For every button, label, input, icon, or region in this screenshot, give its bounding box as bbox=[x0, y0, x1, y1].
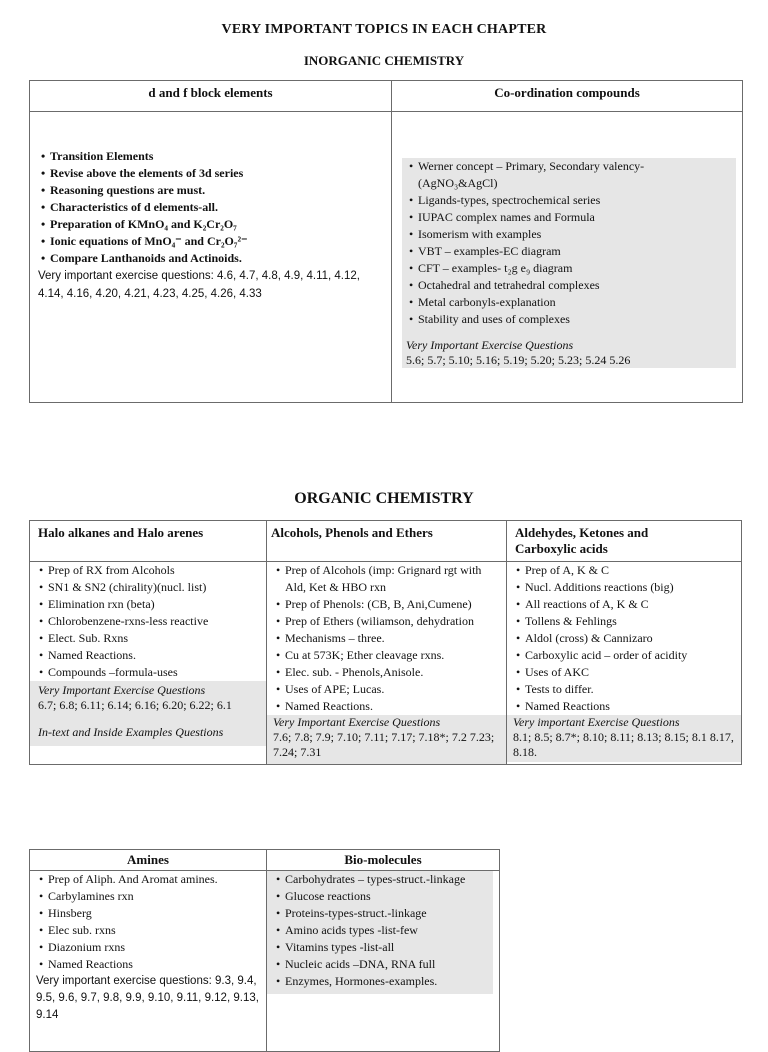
list-item: • Tollens & Fehlings bbox=[513, 613, 741, 630]
d-f-block-cell bbox=[30, 112, 392, 403]
amines-cell bbox=[30, 871, 267, 1052]
coordination-cell bbox=[392, 112, 743, 403]
list-item: • Proteins-types-struct.-linkage bbox=[273, 905, 493, 922]
exercise-label: Very Important Exercise Questions bbox=[406, 338, 574, 352]
coordination-list bbox=[406, 158, 736, 328]
list-item: • Aldol (cross) & Cannizaro bbox=[513, 630, 741, 647]
organic-table bbox=[29, 520, 742, 765]
amines-biomolecules-table bbox=[29, 849, 500, 1052]
list-item: • Enzymes, Hormones-examples. bbox=[273, 973, 493, 990]
list-item: • All reactions of A, K & C bbox=[513, 596, 741, 613]
amines-title: Amines bbox=[127, 852, 169, 867]
list-item: • Vitamins types -list-all bbox=[273, 939, 493, 956]
halo-title: Halo alkanes and Halo arenes bbox=[38, 525, 204, 540]
aldehydes-cell bbox=[507, 562, 742, 765]
exercise-list: 7.6; 7.8; 7.9; 7.10; 7.11; 7.17; 7.18*; 7.2 7.23; 7.24; 7.31 bbox=[273, 730, 495, 759]
halo-exercise-block bbox=[30, 681, 266, 746]
list-item: • Ionic equations of MnO₄⁻ and Cr₂O₇²⁻ bbox=[38, 233, 391, 250]
list-item: • Glucose reactions bbox=[273, 888, 493, 905]
d-f-block-exercises bbox=[38, 267, 383, 303]
biomolecules-list bbox=[273, 871, 493, 990]
list-item: • Cu at 573K; Ether cleavage rxns. bbox=[273, 647, 506, 664]
list-item: • Named Reactions bbox=[36, 956, 266, 973]
exercise-list: 9.3, 9.4, 9.5, 9.6, 9.7, 9.8, 9.9, 9.10, 9.11, 9.12, 9.13, 9.14 bbox=[36, 975, 259, 1021]
list-item: • Mechanisms – three. bbox=[273, 630, 506, 647]
biomolecules-cell bbox=[267, 871, 500, 1052]
aldehydes-list bbox=[513, 562, 741, 715]
alcohols-title: Alcohols, Phenols and Ethers bbox=[271, 525, 433, 540]
list-item: • Elec sub. rxns bbox=[36, 922, 266, 939]
list-item: • Hinsberg bbox=[36, 905, 266, 922]
list-item: • Amino acids types -list-few bbox=[273, 922, 493, 939]
biomolecules-shaded-area bbox=[267, 871, 493, 994]
list-item: • Carboxylic acid – order of acidity bbox=[513, 647, 741, 664]
halo-cell bbox=[30, 562, 267, 765]
exercise-label: Very Important Exercise Questions bbox=[38, 683, 206, 697]
list-item: • Chlorobenzene-rxns-less reactive bbox=[36, 613, 266, 630]
exercise-list: 8.1; 8.5; 8.7*; 8.10; 8.11; 8.13; 8.15; 8.1 8.17, 8.18. bbox=[513, 730, 734, 759]
list-item: • Uses of APE; Lucas. bbox=[273, 681, 506, 698]
list-item: • Prep of Phenols: (CB, B, Ani,Cumene) bbox=[273, 596, 506, 613]
list-item: • VBT – examples-EC diagram bbox=[406, 243, 736, 260]
list-item: • Carbylamines rxn bbox=[36, 888, 266, 905]
list-item: • Compare Lanthanoids and Actinoids. bbox=[38, 250, 391, 267]
list-item: • Tests to differ. bbox=[513, 681, 741, 698]
list-item: • Octahedral and tetrahedral complexes bbox=[406, 277, 736, 294]
list-item: • Nucleic acids –DNA, RNA full bbox=[273, 956, 493, 973]
list-item: • Prep of Aliph. And Aromat amines. bbox=[36, 871, 266, 888]
exercise-list: 4.6, 4.7, 4.8, 4.9, 4.11, 4.12, 4.14, 4.16, 4.20, 4.21, 4.23, 4.25, 4.26, 4.33 bbox=[38, 270, 360, 300]
list-item: • Isomerism with examples bbox=[406, 226, 736, 243]
list-item: • Elect. Sub. Rxns bbox=[36, 630, 266, 647]
intext-label: In-text and Inside Examples Questions bbox=[38, 725, 224, 739]
list-item: • Prep of RX from Alcohols bbox=[36, 562, 266, 579]
list-item: • Prep of Alcohols (imp: Grignard rgt with Ald, Ket & HBO rxn bbox=[273, 562, 506, 596]
list-item: • Ligands-types, spectrochemical series bbox=[406, 192, 736, 209]
list-item: • Characteristics of d elements-all. bbox=[38, 199, 391, 216]
exercise-label: Very Important Exercise Questions bbox=[273, 715, 441, 729]
list-item: • CFT – examples- t₂g e₉ diagram bbox=[406, 260, 736, 277]
list-item: • Diazonium rxns bbox=[36, 939, 266, 956]
list-item: • Stability and uses of complexes bbox=[406, 311, 736, 328]
list-item: • Named Reactions. bbox=[273, 698, 506, 715]
list-item: • Carbohydrates – types-struct.-linkage bbox=[273, 871, 493, 888]
exercise-label: Very important Exercise Questions bbox=[513, 715, 680, 729]
aldehydes-exercise-block bbox=[507, 715, 741, 762]
list-item: • Revise above the elements of 3d series bbox=[38, 165, 391, 182]
inorganic-table bbox=[29, 80, 743, 403]
list-item: • Transition Elements bbox=[38, 148, 391, 165]
exercise-list: 6.7; 6.8; 6.11; 6.14; 6.16; 6.20; 6.22; 6.1 bbox=[38, 698, 232, 712]
list-item: • Reasoning questions are must. bbox=[38, 182, 391, 199]
page-title: VERY IMPORTANT TOPICS IN EACH CHAPTER bbox=[221, 22, 547, 37]
list-item: • SN1 & SN2 (chirality)(nucl. list) bbox=[36, 579, 266, 596]
coordination-title: Co-ordination compounds bbox=[494, 85, 640, 100]
list-item: • Uses of AKC bbox=[513, 664, 741, 681]
d-f-block-title: d and f block elements bbox=[148, 85, 273, 100]
alcohols-exercise-block bbox=[267, 715, 506, 764]
biomolecules-title: Bio-molecules bbox=[344, 852, 422, 867]
amines-list bbox=[36, 871, 266, 973]
exercise-label: Very important exercise questions: bbox=[38, 270, 214, 282]
list-item: • Elec. sub. - Phenols,Anisole. bbox=[273, 664, 506, 681]
halo-list bbox=[36, 562, 266, 681]
alcohols-cell bbox=[267, 562, 507, 765]
list-item: • Named Reactions. bbox=[36, 647, 266, 664]
list-item: • Prep of Ethers (wiliamson, dehydration bbox=[273, 613, 506, 630]
inorganic-heading: INORGANIC CHEMISTRY bbox=[303, 53, 465, 68]
coordination-shaded-area bbox=[402, 158, 736, 368]
list-item: • Prep of A, K & C bbox=[513, 562, 741, 579]
amines-exercises bbox=[36, 973, 261, 1024]
list-item: • Metal carbonyls-explanation bbox=[406, 294, 736, 311]
list-item: • Elimination rxn (beta) bbox=[36, 596, 266, 613]
exercise-list: 5.6; 5.7; 5.10; 5.16; 5.19; 5.20; 5.23; 5.24 5.26 bbox=[406, 353, 631, 367]
list-item: • Compounds –formula-uses bbox=[36, 664, 266, 681]
d-f-block-list bbox=[38, 148, 391, 267]
list-item: • Named Reactions bbox=[513, 698, 741, 715]
list-item: • Preparation of KMnO₄ and K₂Cr₂O₇ bbox=[38, 216, 391, 233]
alcohols-list bbox=[273, 562, 506, 715]
list-item: • Werner concept – Primary, Secondary valency-(AgNO₃&AgCl) bbox=[406, 158, 736, 192]
list-item: • IUPAC complex names and Formula bbox=[406, 209, 736, 226]
exercise-label: Very important exercise questions: bbox=[36, 975, 212, 987]
list-item: • Nucl. Additions reactions (big) bbox=[513, 579, 741, 596]
aldehydes-title: Aldehydes, Ketones and Carboxylic acids bbox=[515, 525, 649, 556]
organic-heading: ORGANIC CHEMISTRY bbox=[294, 490, 474, 507]
